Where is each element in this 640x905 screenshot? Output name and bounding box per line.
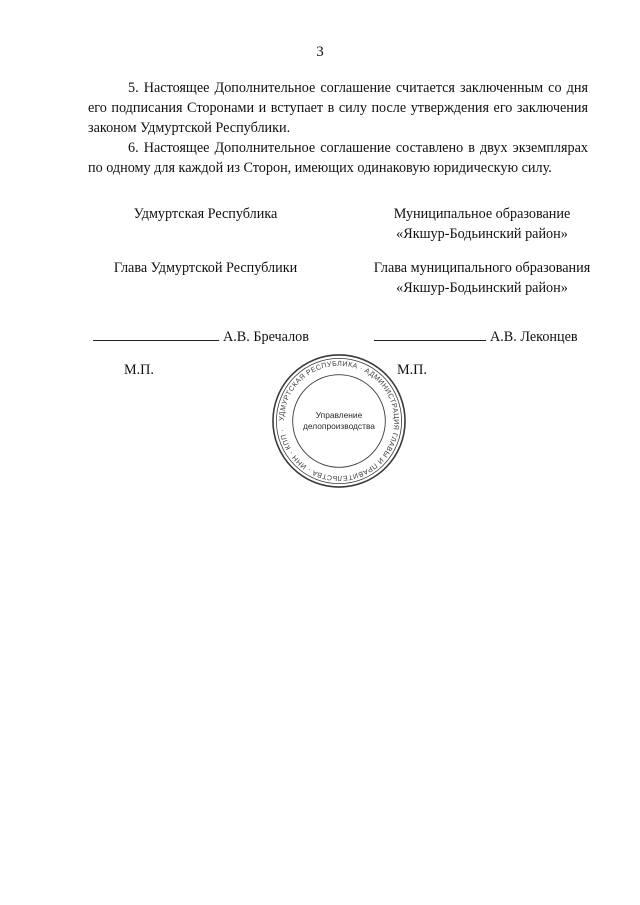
right-party-name-line2: «Якшур-Бодьинский район» [396,226,568,242]
paragraph-6: 6. Настоящее Дополнительное соглашение составлено в двух экземплярах по одному для каждой из Сторон, имеющих одинаковую юридическую силу. [88,140,588,176]
paragraph-5: 5. Настоящее Дополнительное соглашение считается заключенным со дня его подписания Сторонами и вступает в силу после утверждения его заключения законом Удмуртской Республики. [88,80,588,136]
seal-center-line2: делопроизводства [303,420,375,431]
seal-center-line1: Управление [315,410,363,421]
page-number: 3 [316,44,324,60]
left-signature-line [93,326,309,347]
right-party-name [362,204,602,244]
signature-blank [374,326,486,341]
left-signatory: А.В. Бречалов [223,329,309,345]
left-post-title: Глава Удмуртской Республики [113,260,298,276]
right-party-name-line1: Муниципальное образование [393,206,571,222]
left-party-name: Удмуртская Республика [133,206,278,222]
right-signatory: А.В. Леконцев [490,329,578,345]
signature-blank [93,326,219,341]
right-post-title: Глава муниципального образования «Якшур-Бодьинский район» [373,260,591,296]
official-seal [270,352,408,490]
right-stamp-mark: М.П. [397,362,427,378]
seal-outer-text: УДМУРТСКАЯ РЕСПУБЛИКА · АДМИНИСТРАЦИЯ ГЛАВЫ И ПРАВИТЕЛЬСТВА · ИНН · КПП · [277,359,401,483]
right-signature-line [374,326,578,347]
left-stamp-mark: М.П. [124,362,154,378]
